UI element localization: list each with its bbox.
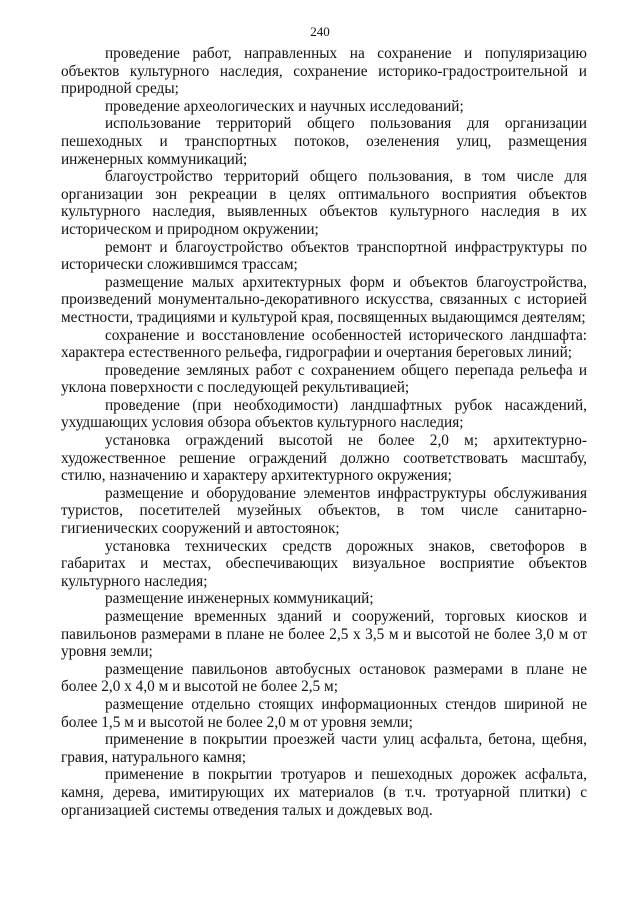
paragraph: размещение павильонов автобусных остановок размерами в плане не более 2,0 х 4,0 м и высотой не более 2,5 м; (61, 660, 587, 696)
paragraph: сохранение и восстановление особенностей исторического ландшафта: характера естественного рельефа, гидрографии и очертания береговых линий; (61, 326, 587, 362)
page-number: 240 (310, 24, 330, 39)
paragraph: проведение (при необходимости) ландшафтных рубок насаждений, ухудшающих условия обзора объектов культурного наследия; (61, 396, 587, 432)
paragraph: благоустройство территорий общего пользования, в том числе для организации зон рекреации в целях оптимального восприятия объектов культурного наследия, выявленных объектов культурного наследия в их историческом и природном окружении; (61, 168, 587, 238)
paragraph: применение в покрытии тротуаров и пешеходных дорожек асфальта, камня, дерева, имитирующих их материалов (в т.ч. тротуарной плитки) с организацией системы отведения талых и дождевых вод. (61, 766, 587, 819)
paragraph: ремонт и благоустройство объектов транспортной инфраструктуры по исторически сложившимся трассам; (61, 238, 587, 274)
paragraph: установка технических средств дорожных знаков, светофоров в габаритах и местах, обеспечивающих визуальное восприятие объектов культурного наследия; (61, 537, 587, 590)
document-body (61, 45, 587, 819)
paragraph: установка ограждений высотой не более 2,0 м; архитектурно-художественное решение ограждений должно соответствовать масштабу, стилю, назначению и характеру архитектурного окружения; (61, 432, 587, 485)
paragraph: применение в покрытии проезжей части улиц асфальта, бетона, щебня, гравия, натурального камня; (61, 731, 587, 766)
paragraph: размещение отдельно стоящих информационных стендов шириной не более 1,5 м и высотой не более 2,0 м от уровня земли; (61, 695, 587, 731)
paragraph: проведение работ, направленных на сохранение и популяризацию объектов культурного наследия, сохранение историко-градостроительной и природной среды; (61, 45, 587, 98)
paragraph: размещение инженерных коммуникаций; (105, 590, 374, 608)
paragraph: проведение археологических и научных исследований; (105, 97, 464, 115)
paragraph: размещение малых архитектурных форм и объектов благоустройства, произведений монументально-декоративного искусства, связанных с историей местности, традициями и культурой края, посвященных выдающимся деятелям; (61, 273, 587, 326)
paragraph: размещение временных зданий и сооружений, торговых киосков и павильонов размерами в плане не более 2,5 х 3,5 м и высотой не более 3,0 м от уровня земли; (61, 608, 587, 661)
paragraph: проведение земляных работ с сохранением общего перепада рельефа и уклона поверхности с последующей рекультивацией; (61, 361, 587, 397)
paragraph: размещение и оборудование элементов инфраструктуры обслуживания туристов, посетителей музейных объектов, в том числе санитарно-гигиенических сооружений и автостоянок; (61, 484, 587, 538)
paragraph: использование территорий общего пользования для организации пешеходных и транспортных потоков, озеленения улиц, размещения инженерных коммуникаций; (61, 115, 587, 168)
